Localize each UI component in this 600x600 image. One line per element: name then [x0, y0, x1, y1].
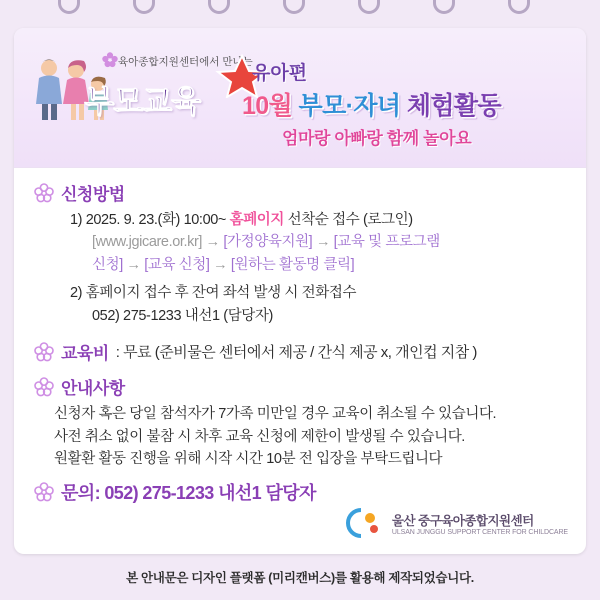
- binding-ring: [283, 0, 305, 14]
- section-notice-title: 안내사항: [61, 379, 125, 399]
- poster-card: [14, 28, 586, 554]
- section-fee-text: : 무료 (준비물은 센터에서 제공 / 간식 제공 x, 개인컵 지참 ): [115, 344, 477, 362]
- flower-icon: [102, 52, 118, 68]
- apply-step-2: [교육 및 프로그램: [333, 234, 440, 251]
- section-fee: [34, 339, 566, 364]
- section-contact: [34, 479, 566, 505]
- flower-icon: [34, 377, 54, 397]
- apply-step-4: [교육 신청]: [144, 256, 210, 273]
- binding-ring: [508, 0, 530, 14]
- section-notice-header: [34, 374, 566, 399]
- binding-ring: [358, 0, 380, 14]
- section-notice: [34, 374, 566, 470]
- brand-kicker: 육아종합지원센터에서 만나는: [118, 56, 253, 68]
- flower-icon: [34, 482, 54, 502]
- apply-arrow: →: [209, 256, 231, 273]
- footer-note: 본 안내문은 디자인 플랫폼 (미리캔버스)를 활용해 제작되었습니다.: [126, 571, 474, 585]
- title-part-month: 10월: [242, 92, 293, 120]
- notice-line-1: 신청자 혹은 당일 참석자가 7가족 미만일 경우 교육이 취소될 수 있습니다.: [54, 406, 497, 423]
- apply-arrow: →: [202, 234, 224, 251]
- apply-line-1-prefix: 1) 2025. 9. 23.(화) 10:00~: [70, 212, 230, 228]
- brand-title: 부모교육: [84, 84, 200, 119]
- apply-line-5: 052) 275-1233 내선1 (담당자): [92, 307, 273, 324]
- apply-step-5: [원하는 활동명 클릭]: [230, 256, 355, 273]
- center-logo: [341, 506, 568, 540]
- apply-line-1: [34, 209, 566, 231]
- apply-url[interactable]: [www.jgicare.or.kr]: [92, 234, 203, 251]
- apply-step-3: 신청]: [92, 256, 123, 273]
- center-name-kr: 울산 중구육아종합지원센터: [391, 513, 534, 528]
- section-apply-title: 신청방법: [61, 185, 125, 204]
- apply-line-4: 2) 홈페이지 접수 후 잔여 좌석 발생 시 전화접수: [70, 285, 357, 302]
- notice-line-3: 원활환 활동 진행을 위해 시작 시간 10분 전 입장을 부탁드립니다: [54, 451, 443, 468]
- brand-block: [32, 54, 253, 122]
- notice-line-2: 사전 취소 없이 불참 시 차후 교육 신청에 제한이 발생될 수 있습니다.: [54, 428, 465, 445]
- title-part-subject: 부모·자녀: [298, 92, 401, 120]
- poster-header: [14, 28, 586, 168]
- apply-arrow: →: [122, 256, 145, 273]
- apply-line-2: [34, 231, 566, 253]
- section-apply: [34, 180, 566, 327]
- star-badge-label: 유아편: [252, 63, 308, 84]
- apply-arrow: →: [312, 234, 334, 251]
- flower-icon: [34, 183, 54, 203]
- poster-title: [242, 86, 501, 122]
- section-fee-header: [34, 339, 566, 364]
- binding-ring: [58, 0, 80, 14]
- apply-line-1-suffix: 선착순 접수 (로그인): [284, 212, 413, 228]
- center-name-en: ULSAN JUNGGU SUPPORT CENTER FOR CHILDCARE: [391, 528, 568, 536]
- contact-text: 문의: 052) 275-1233 내선1 담당자: [61, 482, 316, 503]
- title-part-activity: 체험활동: [406, 92, 502, 120]
- binding-ring: [433, 0, 455, 14]
- center-logo-text: [392, 511, 568, 536]
- binding-ring: [133, 0, 155, 14]
- binding-ring: [208, 0, 230, 14]
- poster-subtitle: 엄마랑 아빠랑 함께 놀아요: [282, 129, 472, 148]
- section-apply-header: [34, 180, 566, 205]
- section-fee-title: 교육비: [61, 344, 109, 364]
- flower-icon: [34, 342, 54, 362]
- apply-line-3: [34, 254, 566, 276]
- poster-body: [14, 168, 586, 505]
- center-logo-icon: [341, 506, 385, 540]
- apply-line-1-highlight: 홈페이지: [229, 212, 285, 228]
- apply-step-1: [가정양육지원]: [223, 234, 313, 251]
